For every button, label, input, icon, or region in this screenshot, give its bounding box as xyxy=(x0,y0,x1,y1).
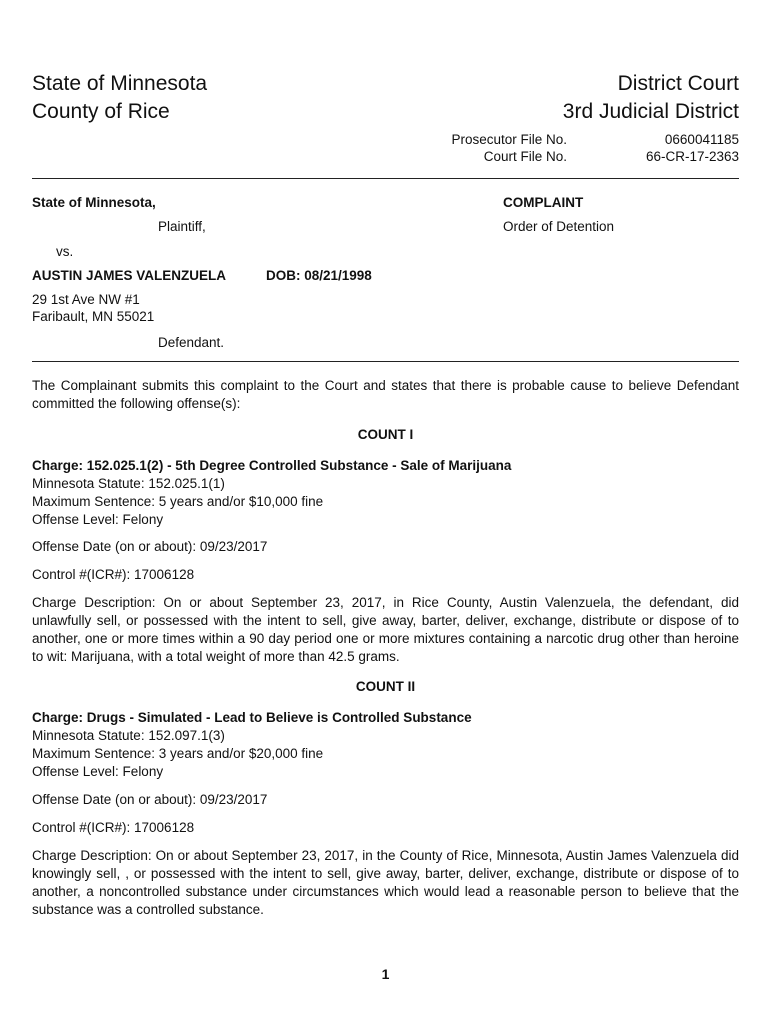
offense-date: Offense Date (on or about): 09/23/2017 xyxy=(32,539,268,554)
control-number: Control #(ICR#): 17006128 xyxy=(32,820,195,835)
document-type: COMPLAINT xyxy=(503,195,584,210)
offense-level: Offense Level: Felony xyxy=(32,764,164,779)
page-number: 1 xyxy=(381,966,390,982)
county-name: County of Rice xyxy=(32,100,170,123)
order-type: Order of Detention xyxy=(503,219,615,234)
offense-date: Offense Date (on or about): 09/23/2017 xyxy=(32,792,268,807)
charge-title: Charge: 152.025.1(2) - 5th Degree Controlled Substance - Sale of Marijuana xyxy=(32,458,512,473)
count-heading: COUNT II xyxy=(355,679,416,694)
state-name: State of Minnesota xyxy=(32,72,208,95)
control-number: Control #(ICR#): 17006128 xyxy=(32,567,195,582)
max-sentence: Maximum Sentence: 5 years and/or $10,000 fine xyxy=(32,494,324,509)
document-page xyxy=(32,0,739,1024)
statute: Minnesota Statute: 152.097.1(3) xyxy=(32,728,225,743)
prosecutor-file-value: 0660041185 xyxy=(664,132,739,147)
count-details xyxy=(32,457,739,529)
defendant-address xyxy=(32,291,154,325)
count-heading: COUNT I xyxy=(357,427,414,442)
address-line-2: Faribault, MN 55021 xyxy=(32,309,155,324)
court-file-label: Court File No. xyxy=(483,149,567,164)
file-number-labels xyxy=(437,131,567,165)
defendant-dob: DOB: 08/21/1998 xyxy=(266,268,372,283)
statute: Minnesota Statute: 152.025.1(1) xyxy=(32,476,225,491)
address-line-1: 29 1st Ave NW #1 xyxy=(32,292,140,307)
count-details xyxy=(32,709,739,781)
defendant-name: AUSTIN JAMES VALENZUELA xyxy=(32,268,227,283)
district-name: 3rd Judicial District xyxy=(562,100,739,123)
defendant-role: Defendant. xyxy=(158,335,225,350)
header-divider xyxy=(32,178,739,179)
charge-description: Charge Description: On or about September 23, 2017, in the County of Rice, Minnesota, Austin James Valenzuela did knowingly sell, , or possessed with the intent to sell, give away, barter, deliver, exchange, distribute or dispose of to another, a noncontrolled substance under circumstances which would lead a reasonable person to believe that the substance was a controlled substance. xyxy=(32,848,739,917)
versus-label: vs. xyxy=(56,244,74,259)
file-number-values xyxy=(646,131,739,165)
charge-description: Charge Description: On or about September 23, 2017, in Rice County, Austin Valenzuela, the defendant, did unlawfully sell, or possessed with the intent to sell, give away, barter, deliver, exchange, distribute or dispose of to another, one or more times within a 90 day period one or more mixtures containing a narcotic drug other than heroine to wit: Marijuana, with a total weight of more than 42.5 grams. xyxy=(32,595,739,664)
plaintiff-name: State of Minnesota, xyxy=(32,195,156,210)
court-file-value: 66-CR-17-2363 xyxy=(645,149,739,164)
plaintiff-role: Plaintiff, xyxy=(158,219,206,234)
jurisdiction-block xyxy=(32,70,207,126)
charge-title: Charge: Drugs - Simulated - Lead to Believe is Controlled Substance xyxy=(32,710,472,725)
court-name: District Court xyxy=(617,72,739,95)
court-block xyxy=(563,70,739,126)
intro-paragraph: The Complainant submits this complaint to the Court and states that there is probable cause to believe Defendant committed the following offense(s): xyxy=(32,378,739,411)
offense-level: Offense Level: Felony xyxy=(32,512,164,527)
max-sentence: Maximum Sentence: 3 years and/or $20,000 fine xyxy=(32,746,324,761)
prosecutor-file-label: Prosecutor File No. xyxy=(451,132,567,147)
caption-divider xyxy=(32,361,739,362)
